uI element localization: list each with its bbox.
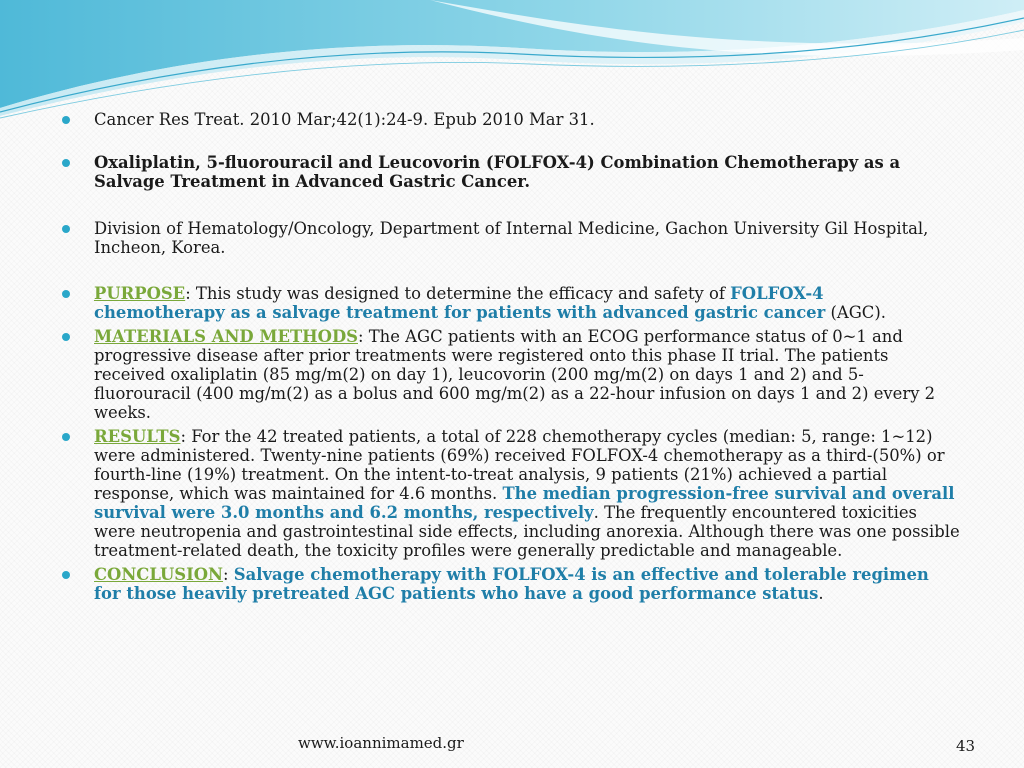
results-text: For the 42 treated patients, a total of 228 chemotherapy cycles (median: 5, range: 1~12) were administered. Twenty-nine patients (69%) received FOLFOX-4 chemotherapy as a third-(50%) or fourth-line (19%) treatment. On the intent-to-treat analysis, 9 patients (21%) achieved a partial response, which was maintained for 4.6 months.	[94, 427, 945, 503]
bullet-icon	[62, 159, 70, 167]
bullet-icon	[62, 116, 70, 124]
conclusion-text-end: .	[818, 584, 824, 603]
purpose-separator: :	[185, 284, 196, 303]
methods-text: The AGC patients with an ECOG performance status of 0~1 and progressive disease after prior treatments were registered onto this phase II trial. The patients received oxaliplatin (85 mg/m(2) on day 1), leucovorin (200 mg/m(2) on days 1 and 2) and 5-fluorouracil (400 mg/m(2) as a bolus and 600 mg/m(2) as a 22-hour infusion on days 1 and 2) every 2 weeks.	[94, 327, 936, 422]
article-title-item	[60, 153, 960, 191]
conclusion-item	[60, 565, 960, 603]
conclusion-separator: :	[223, 565, 234, 584]
results-item	[60, 427, 960, 560]
bullet-icon	[62, 290, 70, 298]
affiliation-text: Division of Hematology/Oncology, Department of Internal Medicine, Gachon University Gil Hospital, Incheon, Korea.	[94, 219, 929, 257]
purpose-highlight: FOLFOX-4 chemotherapy as a salvage treatment for patients with advanced gastric cancer	[94, 284, 826, 322]
results-text-end: . The frequently encountered toxicities were neutropenia and gastrointestinal side effects, including anorexia. Although there was one possible treatment-related death, the toxicity profiles were generally predictable and manageable.	[94, 503, 960, 560]
header-wave-decoration	[0, 0, 1024, 120]
bullet-icon	[62, 571, 70, 579]
purpose-text-end: (AGC).	[825, 303, 886, 322]
methods-label: MATERIALS AND METHODS	[94, 327, 358, 346]
methods-item	[60, 327, 960, 422]
conclusion-highlight: Salvage chemotherapy with FOLFOX-4 is an effective and tolerable regimen for those heavily pretreated AGC patients who have a good performance status	[94, 565, 929, 603]
bullet-icon	[62, 225, 70, 233]
results-label: RESULTS	[94, 427, 181, 446]
bullet-icon	[62, 433, 70, 441]
bullet-icon	[62, 333, 70, 341]
purpose-item	[60, 284, 960, 322]
slide-content	[60, 110, 960, 603]
conclusion-label: CONCLUSION	[94, 565, 224, 584]
purpose-text: This study was designed to determine the efficacy and safety of	[195, 284, 731, 303]
results-highlight: The median progression-free survival and overall survival were 3.0 months and 6.2 months, respectively	[94, 484, 955, 522]
footer-url: www.ioannimamed.gr	[298, 734, 464, 752]
affiliation-item	[60, 219, 960, 257]
purpose-label: PURPOSE	[94, 284, 186, 303]
methods-separator: :	[358, 327, 369, 346]
citation-text: Cancer Res Treat. 2010 Mar;42(1):24-9. Epub 2010 Mar 31.	[94, 110, 595, 129]
article-title: Oxaliplatin, 5-fluorouracil and Leucovorin (FOLFOX-4) Combination Chemotherapy as a Salvage Treatment in Advanced Gastric Cancer.	[94, 153, 901, 191]
citation-item	[60, 110, 960, 129]
page-number: 43	[956, 737, 976, 755]
results-separator: :	[180, 427, 192, 446]
